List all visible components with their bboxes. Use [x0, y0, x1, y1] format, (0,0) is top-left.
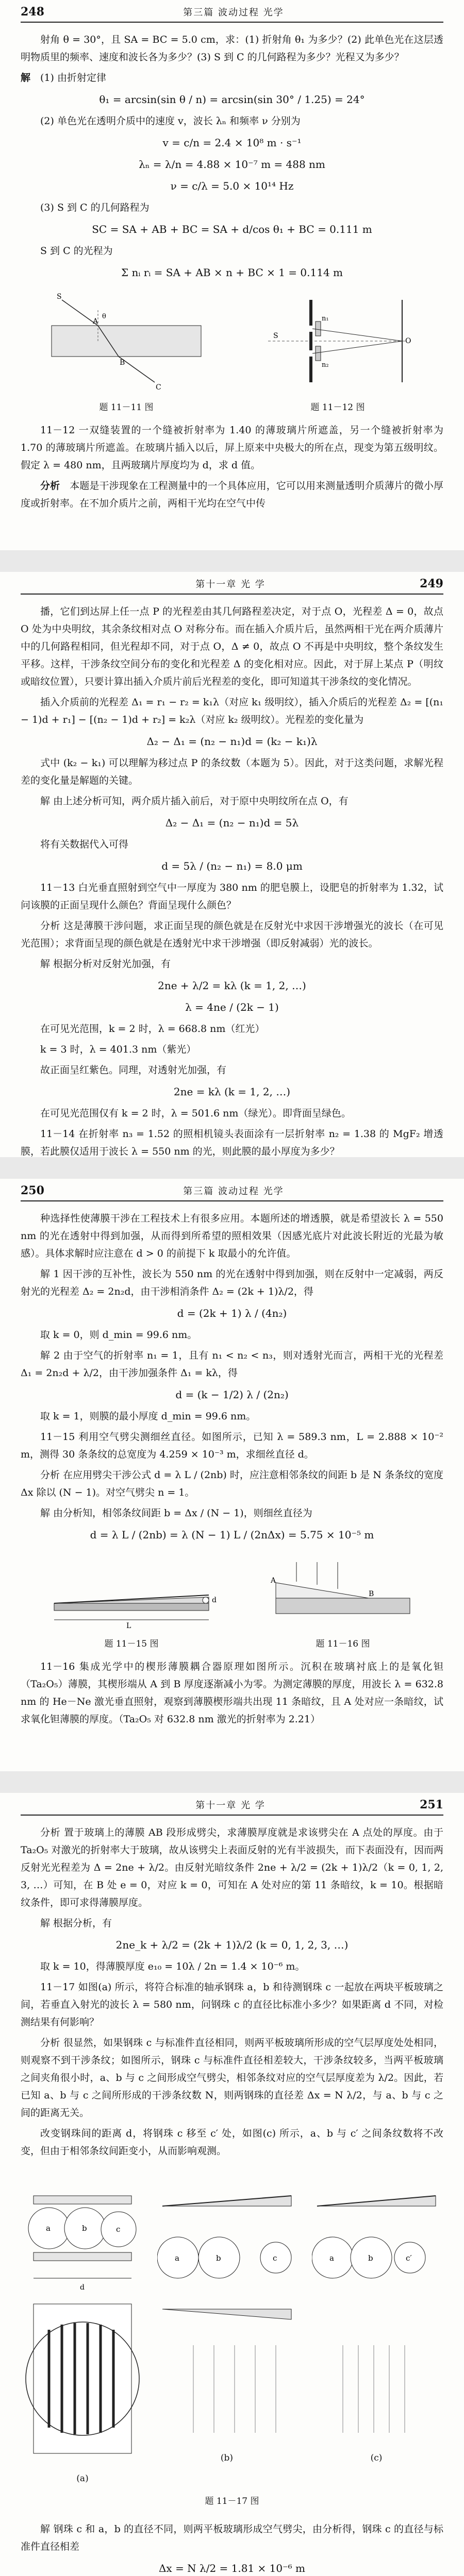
- solution-text: 在可见光范围仅有 k = 2 时，λ = 501.6 nm（绿光）。即背面呈绿色。: [40, 1108, 351, 1119]
- svg-text:B: B: [369, 1590, 374, 1598]
- solution-text: k = 3 时，λ = 401.3 nm（紫光）: [40, 1044, 196, 1055]
- solution-text: (2) 单色光在透明介质中的速度 v，波长 λₙ 和频率 ν 分别为: [40, 115, 301, 127]
- svg-text:A: A: [93, 317, 98, 326]
- svg-text:c: c: [273, 2253, 277, 2263]
- solution-text: 解 1 因干涉的互补性，波长为 550 nm 的光在透射中得到加强，则在反射中一定减弱，两反射光的光程差 Δ₂ = 2n₂d，由干涉相消条件 Δ₂ = (2k + 1)λ/2，得: [21, 1268, 443, 1297]
- svg-text:n₂: n₂: [322, 361, 329, 369]
- solution-text: 取 k = 10，得薄膜厚度 e₁₀ = 10λ / 2n = 1.4 × 10⁻⁶ m。: [40, 1961, 305, 1972]
- figure-caption: 题 11－11 图: [99, 402, 154, 413]
- svg-text:b: b: [368, 2253, 373, 2263]
- solution-text: 取 k = 0，则 d_min = 99.6 nm。: [40, 1329, 197, 1341]
- page-number: 251: [420, 1798, 443, 1811]
- analysis-text: 改变钢珠间的距离 d，将钢珠 c 移至 c′ 处，如图(c) 所示，a、b 与 c′ 之间条纹数将不改变，但由于相邻条纹间距变小，从而影响观测。: [21, 2128, 443, 2157]
- problem-11-16: 11－16 集成光学中的楔形薄膜耦合器原理如图所示。沉积在玻璃衬底上的是氧化钽（Ta₂O₅）薄膜，其楔形端从 A 到 B 厚度逐渐减小为零。为测定薄膜的厚度，用波长 λ = 632.8 nm 的 He－Ne 激光垂直照射，观察到薄膜楔形端共出现 11 条暗纹，且 A 处对应一条暗纹，试求氧化钽薄膜的厚度。（Ta₂O₅ 对 632.8 nm 激光的折射率为 2.21）: [21, 1661, 443, 1725]
- solution-text: 取 k = 1，则膜的最小厚度 d_min = 99.6 nm。: [40, 1411, 256, 1422]
- figure-sublabel: (b): [220, 2453, 234, 2463]
- page-248: [0, 0, 464, 550]
- page-number: 249: [420, 577, 443, 590]
- analysis-text: 分析 很显然，如果钢珠 c 与标准件直径相同，则两平板玻璃所形成的空气层厚度处处相同，则观察不到干涉条纹；如图所示，钢珠 c 与标准件直径相差较大，干涉条纹较多，当两平板玻璃之间夹角很小时，a、b 与 c 之间形成空气劈尖，相邻条纹对应的空气层厚度差为 λ/2。因此，若已知 a、b 与 c 之间所形成的干涉条纹数 N，则两钢珠的直径差 Δx = N λ/2，与 a、b 与 c 之间的距离无关。: [21, 2037, 443, 2119]
- page-header: [21, 572, 443, 595]
- analysis-text: 插入介质前的光程差 Δ₁ = r₁ − r₂ = k₁λ（对应 k₁ 级明纹），插入介质后的光程差 Δ₂ = [(n₁ − 1)d + r₁] − [(n₂ − 1)d + r₂] = k₂λ（对应 k₂ 级明纹）。光程差的变化量为: [21, 697, 443, 725]
- equation: λₙ = λ/n = 4.88 × 10⁻⁷ m = 488 nm: [139, 158, 325, 171]
- page-250: [0, 1179, 464, 1771]
- svg-text:c′: c′: [406, 2253, 412, 2263]
- equation: d = λ L / (2nb) = λ (N − 1) L / (2nΔx) = 5.75 × 10⁻⁵ m: [90, 1529, 374, 1541]
- figure-11-12: [253, 290, 423, 416]
- page-header: [21, 0, 443, 23]
- figure-11-17: [21, 2175, 443, 2487]
- svg-text:θ: θ: [102, 313, 106, 320]
- page-header: [21, 1793, 443, 1816]
- figure-caption: 题 11－16 图: [316, 1639, 370, 1649]
- page-gap: [0, 1771, 464, 1793]
- problem-11-12: 11－12 一双缝装置的一个缝被折射率为 1.40 的薄玻璃片所遮盖，另一个缝被折射率为 1.70 的薄玻璃片所遮盖。在玻璃片插入以后，屏上原来中央极大的所在点，现变为第五级明纹。假定 λ = 480 nm，且两玻璃片厚度均为 d，求 d 值。: [21, 425, 443, 471]
- svg-text:b: b: [82, 2224, 87, 2233]
- equation: d = (k − 1/2) λ / (2n₂): [175, 1388, 289, 1401]
- svg-text:A: A: [271, 1577, 276, 1585]
- problem-11-15: 11－15 利用空气劈尖测细丝直径。如图所示，已知 λ = 589.3 nm，L = 2.888 × 10⁻² m，测得 30 条条纹的总宽度为 4.259 × 10⁻³ m，求细丝直径 d。: [21, 1431, 443, 1460]
- svg-text:B: B: [120, 359, 125, 367]
- equation: ν = c/λ = 5.0 × 10¹⁴ Hz: [170, 180, 294, 192]
- solution-text: S 到 C 的光程为: [40, 245, 113, 257]
- solution-text: 解 钢珠 c 和 a，b 的直径不同，则两平板玻璃形成空气劈尖，由分析得，钢珠 c 的直径与标准件直径相差: [21, 2523, 443, 2552]
- solution-text: 将有关数据代入可得: [40, 839, 129, 850]
- page-header: [21, 1179, 443, 1201]
- svg-text:S: S: [273, 332, 278, 340]
- equation: Δx = N λ/2 = 1.81 × 10⁻⁶ m: [158, 2562, 305, 2574]
- equation: d = 5λ / (n₂ − n₁) = 8.0 μm: [161, 860, 303, 872]
- figure-11-11: [41, 290, 211, 416]
- running-head: 第十一章 光 学: [195, 579, 266, 590]
- svg-text:O: O: [405, 337, 411, 345]
- svg-text:a: a: [175, 2253, 179, 2263]
- figure-caption: 题 11－12 图: [310, 402, 365, 413]
- equation: Δ₂ − Δ₁ = (n₂ − n₁)d = 5λ: [165, 817, 299, 829]
- svg-text:a: a: [329, 2253, 334, 2263]
- equation: v = c/n = 2.4 × 10⁸ m · s⁻¹: [162, 137, 302, 149]
- figure-sublabel: (a): [76, 2473, 89, 2484]
- figure-11-16: [266, 1552, 420, 1653]
- svg-text:b: b: [216, 2253, 221, 2263]
- page-number: 250: [21, 1184, 44, 1197]
- analysis-text: 分析 置于玻璃上的薄膜 AB 段形成劈尖，求薄膜厚度就是求该劈尖在 A 点处的厚度。由于 Ta₂O₅ 对激光的折射率大于玻璃，故从该劈尖上表面反射的光有半波损失，而下表面没有，因而两反射光光程差为 Δ = 2ne + λ/2。由反射光暗纹条件 2ne + λ/2 = (2k + 1)λ/2（k = 0, 1, 2, 3, …）可知，在 B 处 e = 0，对应 k = 0，可知在 A 处对应的第 11 条暗纹，k = 10。根据暗纹条件，即可求得薄膜厚度。: [21, 1827, 443, 1908]
- figure-sublabel: (c): [370, 2453, 383, 2463]
- svg-text:S: S: [57, 293, 62, 301]
- solution-text: 解 由上述分析可知，两介质片插入前后，对于原中央明纹所在点 O，有: [40, 795, 349, 807]
- analysis-label: 分析: [40, 480, 60, 492]
- solution-text: 解 由分析知，相邻条纹间距 b = Δx / (N − 1)，则细丝直径为: [40, 1507, 312, 1519]
- problem-11-14: 11－14 在折射率 n₃ = 1.52 的照相机镜头表面涂有一层折射率 n₂ = 1.38 的 MgF₂ 增透膜，若此膜仅适用于波长 λ = 550 nm 的光，则此膜的最小厚度为多少？: [21, 1128, 443, 1157]
- svg-text:d: d: [212, 1596, 217, 1604]
- svg-text:d: d: [80, 2283, 85, 2292]
- page-249: [0, 572, 464, 1157]
- page-gap: [0, 550, 464, 572]
- figure-caption: 题 11－17 图: [205, 2496, 259, 2506]
- equation: 2ne_k + λ/2 = (2k + 1)λ/2 (k = 0, 1, 2, 3, …): [115, 1939, 349, 1951]
- equation: Δ₂ − Δ₁ = (n₂ − n₁)d = (k₂ − k₁)λ: [146, 735, 318, 748]
- page-gap: [0, 1157, 464, 1179]
- solution-text: (1) 由折射定律: [40, 72, 106, 83]
- figure-caption: 题 11－15 图: [104, 1639, 159, 1649]
- svg-text:n₁: n₁: [322, 315, 329, 323]
- running-head: 第三篇 波动过程 光学: [183, 1186, 284, 1197]
- running-head: 第十一章 光 学: [195, 1800, 266, 1811]
- solution-text: (3) S 到 C 的几何路程为: [40, 202, 150, 213]
- figure-11-17c: [309, 2175, 443, 2487]
- equation: 2ne = kλ (k = 1, 2, …): [173, 1086, 291, 1098]
- analysis-text: 本题是干涉现象在工程测量中的一个具体应用，它可以用来测量透明介质薄片的微小厚度或折射率。在不加介质片之前，两相干光均在空气中传: [21, 480, 443, 509]
- equation: 2ne + λ/2 = kλ (k = 1, 2, …): [158, 979, 306, 992]
- equation: θ₁ = arcsin(sin θ / n) = arcsin(sin 30° / 1.25) = 24°: [99, 93, 365, 106]
- solution-text: 在可见光范围，k = 2 时，λ = 668.8 nm（红光）: [40, 1023, 265, 1035]
- analysis-text: 种选择性使薄膜干涉在工程技术上有很多应用。本题所述的增透膜，就是希望波长 λ = 550 nm 的光在透射中得到加强，从而得到所希望的照相效果（因感光底片对此波长附近的光最为敏感）。具体求解时应注意在 d > 0 的前提下 k 取最小的允许值。: [21, 1213, 443, 1259]
- solution-text: 解 根据分析对反射光加强，有: [40, 958, 171, 970]
- equation: Σ nᵢ rᵢ = SA + AB × n + BC × 1 = 0.114 m: [121, 266, 343, 279]
- equation: d = (2k + 1) λ / (4n₂): [177, 1307, 287, 1319]
- svg-text:C: C: [156, 383, 161, 392]
- figure-11-17b: [155, 2175, 299, 2487]
- svg-text:L: L: [126, 1622, 131, 1629]
- page-251: [0, 1793, 464, 2576]
- solution-text: 故正面呈红紫色。同理，对透射光加强，有: [40, 1064, 227, 1076]
- figure-11-17a: [21, 2175, 144, 2487]
- solution-text: 解 2 由于空气的折射率 n₁ = 1，且有 n₁ < n₂ < n₃，则对透射光而言，两相干光的光程差 Δ₁ = 2n₂d + λ/2，由干涉加强条件 Δ₁ = kλ，得: [21, 1350, 443, 1379]
- solution-label: 解: [21, 72, 31, 83]
- equation: λ = 4ne / (2k − 1): [185, 1001, 279, 1013]
- problem-text: 射角 θ = 30°，且 SA = BC = 5.0 cm，求：(1) 折射角 θ₁ 为多少？(2) 此单色光在这层透明物质里的频率、速度和波长各为多少？(3) S 到 C 的几何路程为多少？光程又为多少？: [21, 34, 443, 63]
- solution-text: 解 根据分析，有: [40, 1918, 112, 1929]
- problem-11-17: 11－17 如图(a) 所示，将符合标准的轴承钢珠 a，b 和待测钢珠 c 一起放在两块平板玻璃之间，若垂直入射光的波长 λ = 580 nm，问钢珠 c 的直径比标准小多少？如果距离 d 不同，对检测结果有何影响？: [21, 1981, 443, 2028]
- svg-text:c: c: [116, 2225, 121, 2234]
- svg-text:a: a: [46, 2224, 51, 2233]
- analysis-text: 播，它们到达屏上任一点 P 的光程差由其几何路程差决定，对于点 O，光程差 Δ = 0，故点 O 处为中央明纹，其余条纹相对点 O 对称分布。而在插入介质片后，虽然两相干光在两介质薄片中的几何路程相同，但光程却不同，对于点 O，Δ ≠ 0，故点 O 不再是中央明纹，整个条纹发生平移。这样，干涉条纹空间分布的变化和光程差 Δ 的变化相对应。因此，对于屏上某点 P（明纹或暗纹位置），只要计算出插入介质片前后光程差的变化，即可知道其干涉条纹的变化情况。: [21, 606, 443, 687]
- analysis-text: 分析 在应用劈尖干涉公式 d = λ L / (2nb) 时，应注意相邻条纹的间距 b 是 N 条条纹的宽度 Δx 除以 (N − 1)。对空气劈尖 n = 1。: [21, 1469, 443, 1498]
- figure-11-15: [44, 1552, 219, 1653]
- analysis-text: 分析 这是薄膜干涉问题，求正面呈现的颜色就是在反射光中求因干涉增强光的波长（在可见光范围）；求背面呈现的颜色就是在透射光中求干涉增强（即反射减弱）光的波长。: [21, 920, 443, 949]
- page-number: 248: [21, 5, 44, 19]
- analysis-text: 式中 (k₂ − k₁) 可以理解为移过点 P 的条纹数（本题为 5）。因此，对于这类问题，求解光程差的变化量是解题的关键。: [21, 757, 443, 786]
- running-head: 第三篇 波动过程 光学: [183, 7, 284, 18]
- equation: SC = SA + AB + BC = SA + d/cos θ₁ + BC = 0.111 m: [92, 223, 372, 235]
- problem-11-13: 11－13 白光垂直照射到空气中一厚度为 380 nm 的肥皂膜上，设肥皂的折射率为 1.32，试问该膜的正面呈现什么颜色？背面呈现什么颜色？: [21, 882, 443, 911]
